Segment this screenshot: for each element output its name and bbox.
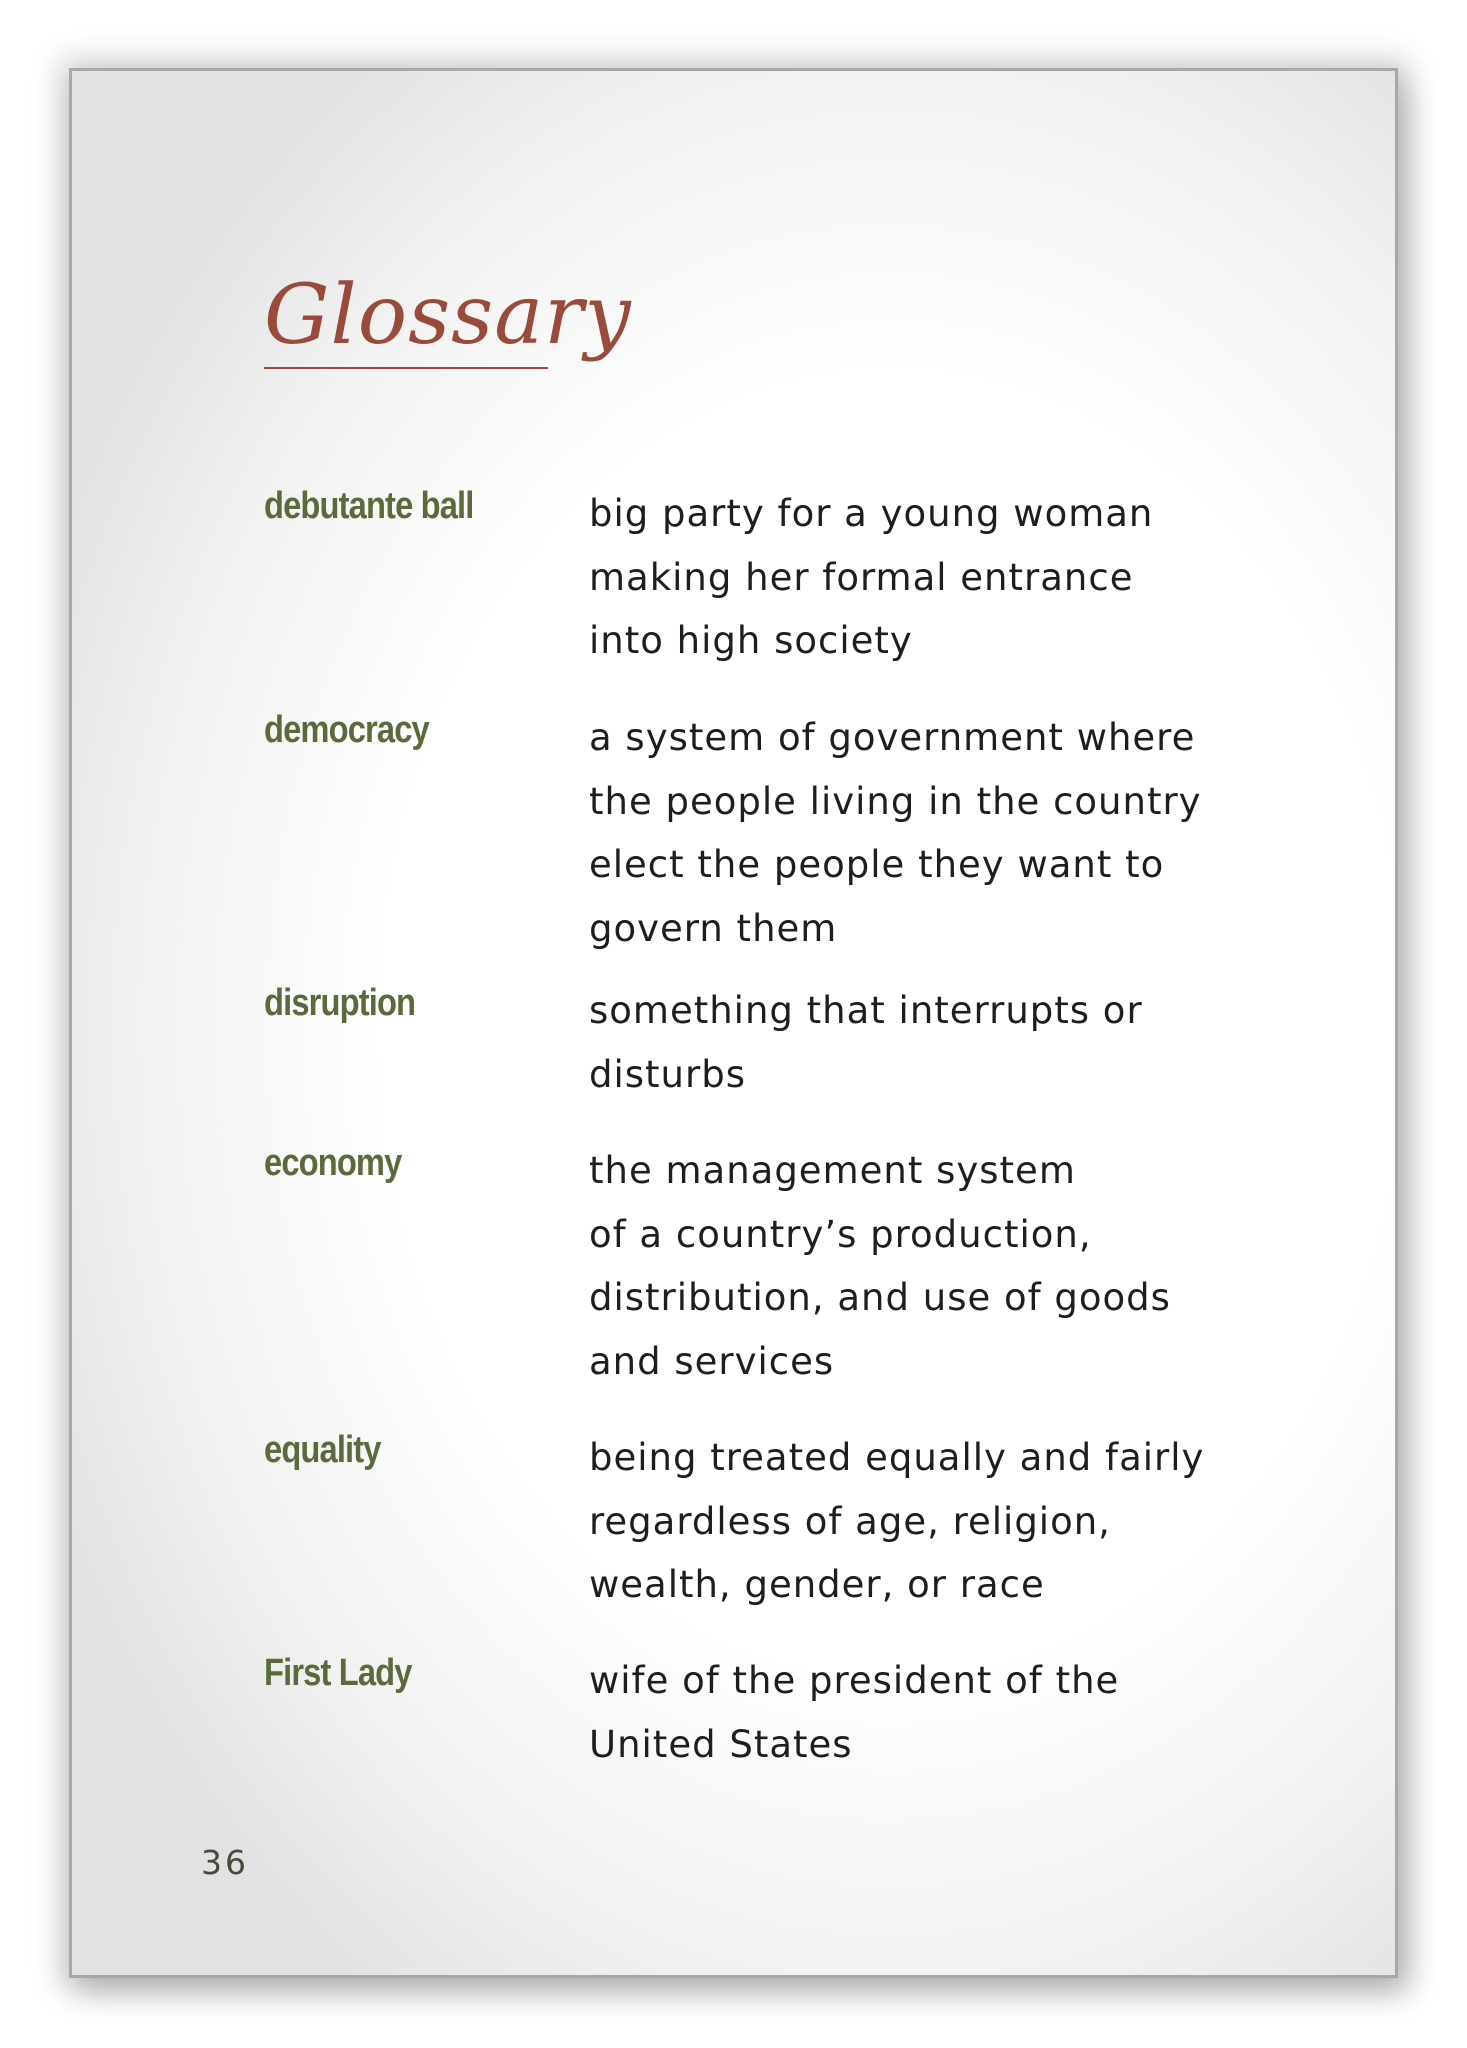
definition-line: wealth, gender, or race — [589, 1563, 1045, 1606]
page-title: Glossary — [264, 268, 632, 363]
glossary-term: democracy — [264, 709, 429, 751]
definition-line: wife of the president of the — [589, 1659, 1120, 1702]
glossary-definition — [589, 1426, 1204, 1617]
glossary-term: economy — [264, 1142, 402, 1184]
glossary-definition — [589, 1649, 1119, 1776]
glossary-definition — [589, 1139, 1171, 1393]
definition-line: regardless of age, religion, — [589, 1499, 1111, 1543]
definition-line: the people living in the country — [589, 779, 1202, 823]
glossary-term: First Lady — [264, 1652, 412, 1694]
definition-line: govern them — [589, 906, 838, 950]
glossary-definition — [589, 706, 1202, 960]
definition-line: being treated equally and fairly — [589, 1436, 1205, 1479]
title-underline — [264, 367, 548, 369]
glossary-definition — [589, 979, 1143, 1106]
glossary-definition — [589, 482, 1153, 673]
definition-line: disturbs — [589, 1052, 746, 1096]
definition-line: a system of government where — [589, 716, 1196, 759]
glossary-term: disruption — [264, 982, 416, 1024]
definition-line: of a country’s production, — [589, 1212, 1092, 1256]
definition-line: something that interrupts or — [589, 989, 1143, 1032]
glossary-term: debutante ball — [264, 485, 474, 527]
definition-line: big party for a young woman — [589, 492, 1154, 535]
definition-line: and services — [589, 1339, 835, 1383]
definition-line: elect the people they want to — [589, 843, 1165, 886]
page-number: 36 — [201, 1843, 249, 1882]
definition-line: into high society — [589, 619, 913, 662]
definition-line: the management system — [589, 1149, 1076, 1192]
definition-line: distribution, and use of goods — [589, 1276, 1171, 1319]
definition-line: making her formal entrance — [589, 555, 1134, 599]
glossary-term: equality — [264, 1429, 381, 1471]
definition-line: United States — [589, 1722, 853, 1766]
